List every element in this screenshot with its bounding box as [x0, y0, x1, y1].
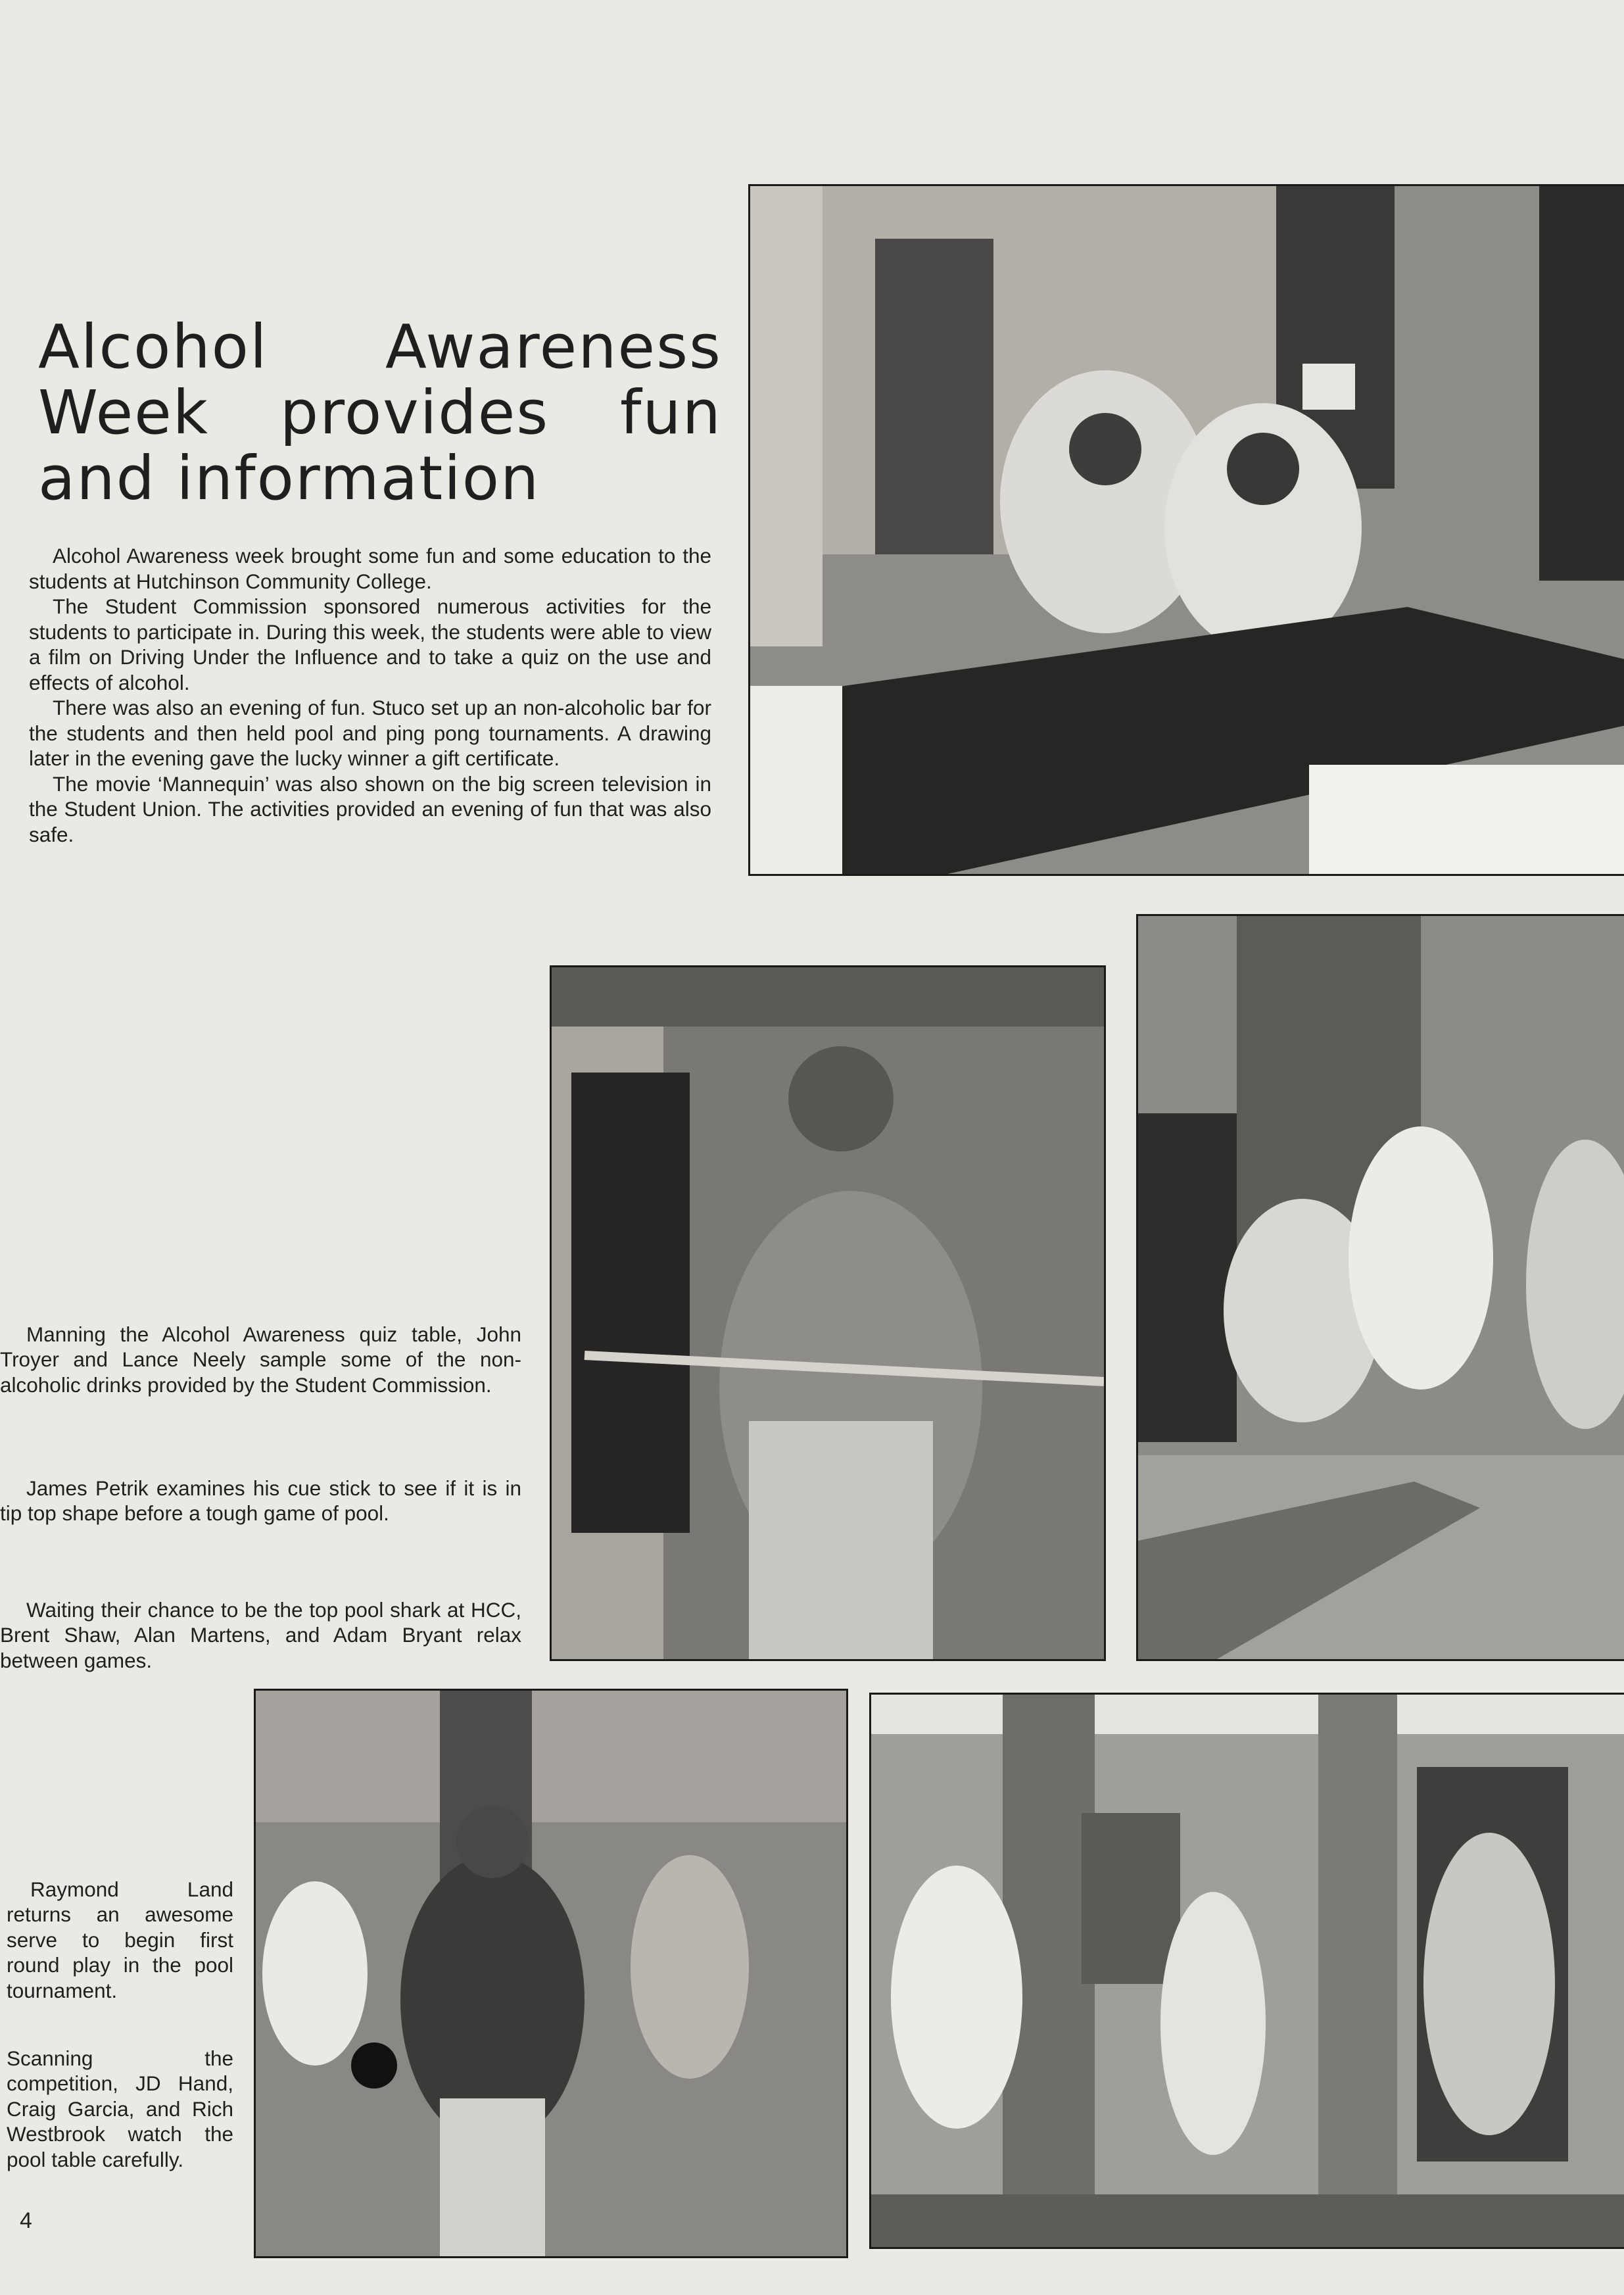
article-paragraph-3: There was also an evening of fun. Stuco set up an non-alcoholic bar for the students and then held pool and ping pong tournaments. A drawing later in the evening gave the lucky winner a gift certificate. [29, 696, 711, 770]
headline [38, 314, 722, 512]
article-paragraph-1: Alcohol Awareness week brought some fun and some education to the students at Hutchinson Community College. [29, 544, 711, 593]
page-number: 4 [20, 2208, 32, 2233]
article-paragraph-4: The movie ‘Mannequin’ was also shown on the big screen television in the Student Union. The activities provided an evening of fun that was also safe. [29, 771, 711, 846]
photo-ping-pong-serve [254, 1689, 848, 2258]
photo-waiting-players [1136, 914, 1624, 1661]
article-paragraph-2: The Student Commission sponsored numerous activities for the students to participate in. During this week, the students were able to view a film on Driving Under the Influence and to take a quiz on the use and effects of alcohol. [29, 594, 711, 694]
photo-cue-stick [550, 965, 1106, 1661]
caption-quiz-table: Manning the Alcohol Awareness quiz table, John Troyer and Lance Neely sample some of the non-alcoholic drinks provided by the Student Commission. [0, 1322, 521, 1397]
photo-quiz-table [748, 184, 1624, 876]
caption-cue-stick: James Petrik examines his cue stick to see if it is in tip top shape before a tough game of pool. [0, 1476, 521, 1525]
headline-line-1: Alcohol Awareness [38, 312, 722, 382]
caption-ping-pong-serve: Raymond Land returns an awesome serve to begin first round play in the pool tournament. [7, 1877, 233, 2002]
article-body [29, 543, 711, 847]
photo-watching-table [869, 1693, 1624, 2249]
caption-waiting-players: Waiting their chance to be the top pool shark at HCC, Brent Shaw, Alan Martens, and Adam Bryant relax between games. [0, 1597, 521, 1672]
caption-watching-table: Scanning the competition, JD Hand, Craig Garcia, and Rich Westbrook watch the pool table carefully. [7, 2046, 233, 2171]
headline-line-3: and information [38, 443, 540, 514]
headline-line-2: Week provides fun [38, 377, 722, 448]
